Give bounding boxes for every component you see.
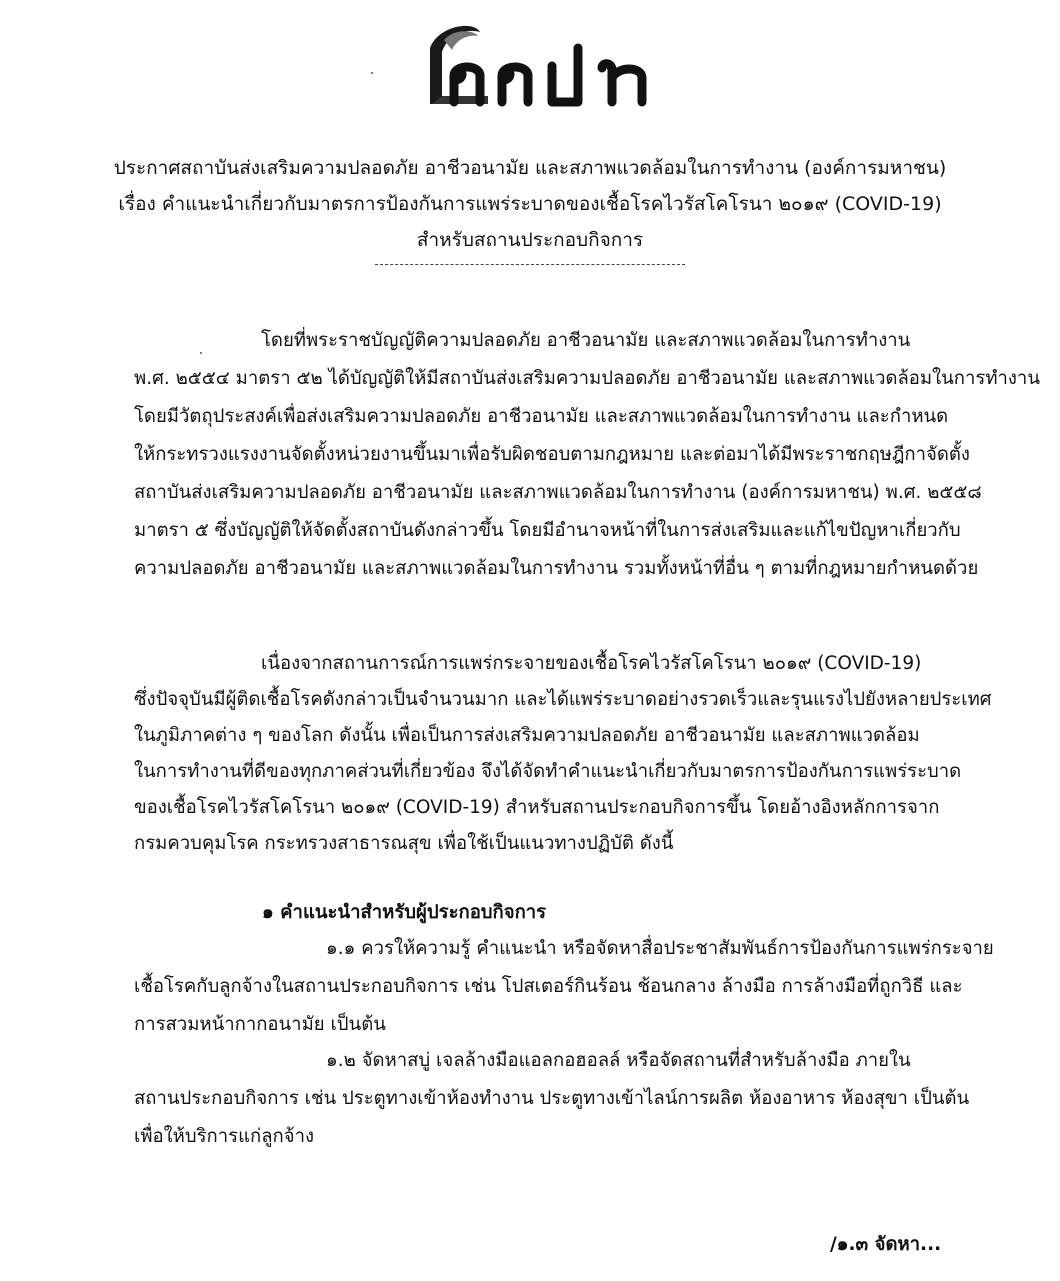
- paragraph-line: ๑.๑ ควรให้ความรู้ คำแนะนำ หรือจัดหาสื่อประชาสัมพันธ์การป้องกันการแพร่กระจาย: [326, 938, 994, 959]
- paragraph-line: พ.ศ. ๒๕๕๔ มาตรา ๕๒ ได้บัญญัติให้มีสถาบันส่งเสริมความปลอดภัย อาชีวอนามัย และสภาพแวดล้อมในการทำงาน: [134, 368, 1040, 389]
- paragraph-line: มาตรา ๕ ซึ่งบัญญัติให้จัดตั้งสถาบันดังกล่าวขึ้น โดยมีอำนาจหน้าที่ในการส่งเสริมและแก้ไขปัญหาเกี่ยวกับ: [134, 520, 961, 541]
- paragraph-covid-situation: [134, 646, 992, 862]
- paragraph-line: ในการทำงานที่ดีของทุกภาคส่วนที่เกี่ยวข้อง จึงได้จัดทำคำแนะนำเกี่ยวกับมาตรการป้องกันการแพร่ระบาด: [134, 761, 962, 782]
- paragraph-line: ในภูมิภาคต่าง ๆ ของโลก ดังนั้น เพื่อเป็นการส่งเสริมความปลอดภัย อาชีวอนามัย และสภาพแวดล้อม: [134, 725, 920, 746]
- paragraph-line: สถานประกอบกิจการ เช่น ประตูทางเข้าห้องทำงาน ประตูทางเข้าไลน์การผลิต ห้องอาหาร ห้องสุขา เป็นต้น: [134, 1088, 970, 1109]
- document-title-block: [0, 150, 1060, 265]
- paragraph-line: เพื่อให้บริการแก่ลูกจ้าง: [134, 1126, 314, 1147]
- paragraph-line: ความปลอดภัย อาชีวอนามัย และสภาพแวดล้อมในการทำงาน รวมทั้งหน้าที่อื่น ๆ ตามที่กฎหมายกำหนดด้วย: [134, 558, 979, 579]
- scan-speck: [371, 72, 373, 74]
- paragraph-line: โดยที่พระราชบัญญัติความปลอดภัย อาชีวอนามัย และสภาพแวดล้อมในการทำงาน: [261, 330, 911, 351]
- paragraph-legal-background: [134, 322, 1040, 588]
- leaf-swirl-logo-icon: [418, 18, 658, 118]
- paragraph-line: ของเชื้อโรคไวรัสโคโรนา ๒๐๑๙ (COVID-19) สำหรับสถานประกอบกิจการขึ้น โดยอ้างอิงหลักการจาก: [134, 797, 940, 818]
- recommendation-item-1-2: [134, 1042, 970, 1156]
- paragraph-line: สถาบันส่งเสริมความปลอดภัย อาชีวอนามัย และสภาพแวดล้อมในการทำงาน (องค์การมหาชน) พ.ศ. ๒๕๕๘: [134, 482, 982, 503]
- paragraph-line: ซึ่งปัจจุบันมีผู้ติดเชื้อโรคดังกล่าวเป็นจำนวนมาก และได้แพร่ระบาดอย่างรวดเร็วและรุนแรงไปยังหลายประเทศ: [134, 689, 992, 710]
- announcement-audience: สำหรับสถานประกอบกิจการ: [416, 229, 644, 251]
- section-heading: ๑ คำแนะนำสำหรับผู้ประกอบกิจการ: [262, 902, 547, 923]
- paragraph-line: เนื่องจากสถานการณ์การแพร่กระจายของเชื้อโรคไวรัสโคโรนา ๒๐๑๙ (COVID-19): [261, 653, 922, 674]
- paragraph-line: ให้กระทรวงแรงงานจัดตั้งหน่วยงานขึ้นมาเพื่อรับผิดชอบตามกฎหมาย และต่อมาได้มีพระราชกฤษฎีกาจัดตั้ง: [134, 444, 970, 465]
- paragraph-line: โดยมีวัตถุประสงค์เพื่อส่งเสริมความปลอดภัย อาชีวอนามัย และสภาพแวดล้อมในการทำงาน และกำหนด: [134, 406, 949, 427]
- paragraph-line: กรมควบคุมโรค กระทรวงสาธารณสุข เพื่อใช้เป็นแนวทางปฏิบัติ ดังนี้: [134, 833, 674, 854]
- page-continuation-marker: /๑.๓ จัดหา...: [830, 1234, 942, 1255]
- paragraph-line: การสวมหน้ากากอนามัย เป็นต้น: [134, 1014, 386, 1035]
- announcement-title: ประกาศสถาบันส่งเสริมความปลอดภัย อาชีวอนามัย และสภาพแวดล้อมในการทำงาน (องค์การมหาชน): [113, 157, 947, 179]
- announcement-subject: เรื่อง คำแนะนำเกี่ยวกับมาตรการป้องกันการแพร่ระบาดของเชื้อโรคไวรัสโคโรนา ๒๐๑๙ (COVID-19): [118, 193, 942, 215]
- organization-logo: [418, 18, 658, 118]
- paragraph-line: ๑.๒ จัดหาสบู่ เจลล้างมือแอลกอฮอลล์ หรือจัดสถานที่สำหรับล้างมือ ภายใน: [326, 1050, 911, 1071]
- paragraph-line: เชื้อโรคกับลูกจ้างในสถานประกอบกิจการ เช่น โปสเตอร์กินร้อน ช้อนกลาง ล้างมือ การล้างมือที่ถูกวิธี และ: [134, 976, 963, 997]
- recommendation-item-1-1: [134, 930, 994, 1044]
- title-divider: [375, 264, 685, 265]
